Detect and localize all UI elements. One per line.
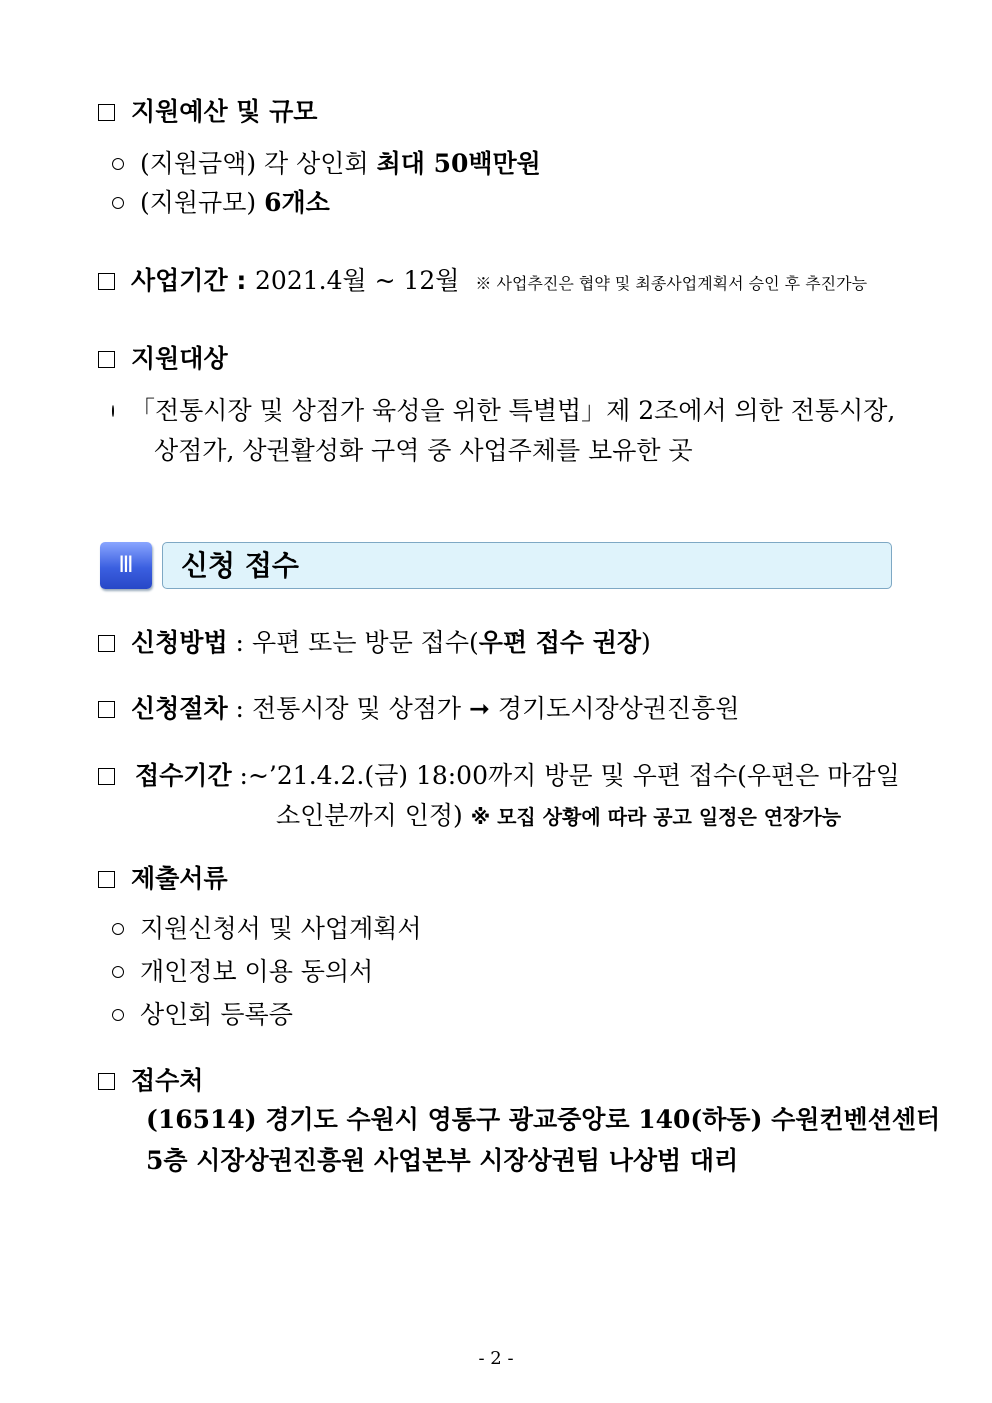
target-line-2: 상점가, 상권활성화 구역 중 사업주체를 보유한 곳 <box>154 436 693 465</box>
list-item: 개인정보 이용 동의서 <box>112 956 373 988</box>
circle-bullet-icon <box>112 158 124 170</box>
checkbox-square-icon <box>98 1073 115 1090</box>
section-budget-heading: 지원예산 및 규모 <box>98 96 317 128</box>
checkbox-square-icon <box>98 104 115 121</box>
list-item: (지원규모) 6개소 <box>112 187 330 219</box>
section-banner <box>162 542 892 589</box>
circle-bullet-icon <box>112 966 124 978</box>
reception-period-row: 접수기간 : ~’21.4.2.(금) 18:00까지 방문 및 우편 접수(우편은 마감일 <box>98 760 894 792</box>
circle-bullet-icon <box>112 1009 124 1021</box>
period-note: ※ 사업추진은 협약 및 최종사업계획서 승인 후 추진가능 <box>475 274 868 293</box>
target-line-1: 「전통시장 및 상점가 육성을 위한 특별법」제 2조에서 의한 전통시장, <box>112 395 894 427</box>
list-item: (지원금액) 각 상인회 최대 50백만원 <box>112 148 541 180</box>
circle-bullet-icon <box>112 923 124 935</box>
list-item: 지원신청서 및 사업계획서 <box>112 913 422 945</box>
section-number-badge: Ⅲ <box>100 542 152 589</box>
checkbox-square-icon <box>98 768 115 785</box>
reception-period-line-2: 소인분까지 인정) ※ 모집 상황에 따라 공고 일정은 연장가능 <box>276 801 842 830</box>
section-target-heading: 지원대상 <box>98 343 228 375</box>
checkbox-square-icon <box>98 871 115 888</box>
checkbox-square-icon <box>98 635 115 652</box>
checkbox-square-icon <box>98 273 115 290</box>
circle-bullet-icon <box>112 197 124 209</box>
office-address-line-1: (16514) 경기도 수원시 영통구 광교중앙로 140(하동) 수원컨벤션센터 <box>146 1105 941 1134</box>
section-period: 사업기간 : 2021.4월 ~ 12월 ※ 사업추진은 협약 및 최종사업계획서 승인 후 추진가능 <box>98 265 867 300</box>
apply-process-row: 신청절차 : 전통시장 및 상점가 ➞ 경기도시장상권진흥원 <box>98 693 739 725</box>
page-number: - 2 - <box>478 1348 514 1369</box>
section-office-heading: 접수처 <box>98 1065 203 1097</box>
list-item: 상인회 등록증 <box>112 999 293 1031</box>
section-documents-heading: 제출서류 <box>98 863 228 895</box>
section-title: 신청 접수 <box>181 549 299 582</box>
apply-method-row: 신청방법 : 우편 또는 방문 접수(우편 접수 권장) <box>98 627 651 659</box>
checkbox-square-icon <box>98 701 115 718</box>
circle-bullet-icon <box>112 405 114 417</box>
checkbox-square-icon <box>98 351 115 368</box>
office-address-line-2: 5층 시장상권진흥원 사업본부 시장상권팀 나상범 대리 <box>146 1146 739 1175</box>
